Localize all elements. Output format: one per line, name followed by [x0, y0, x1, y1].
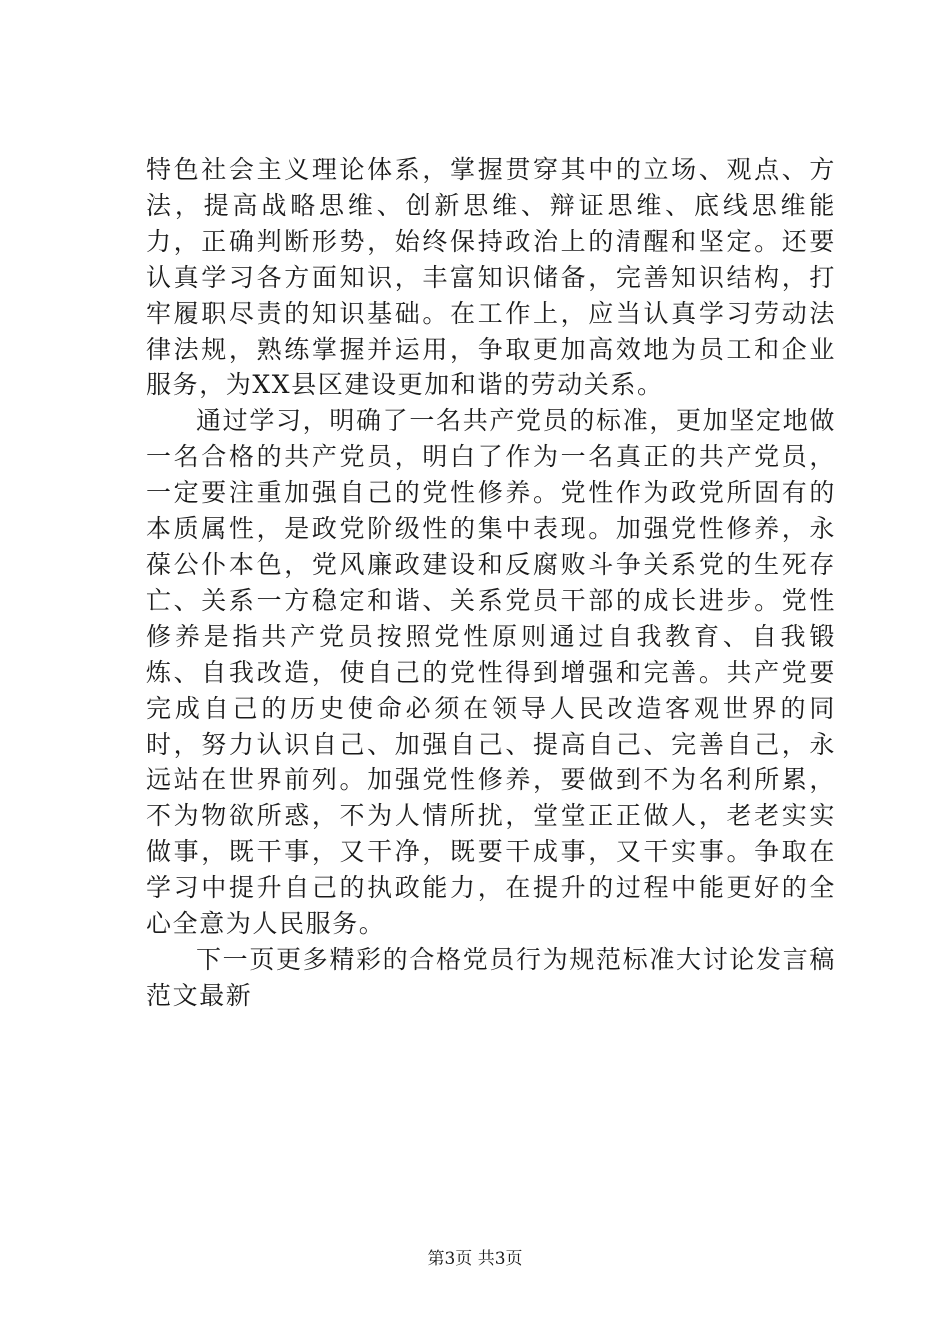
- document-body: [146, 152, 836, 1014]
- paragraph-1: 特色社会主义理论体系，掌握贯穿其中的立场、观点、方法，提高战略思维、创新思维、辩证思维、底线思维能力，正确判断形势，始终保持政治上的清醒和坚定。还要认真学习各方面知识，丰富知识储备，完善知识结构，打牢履职尽责的知识基础。在工作上，应当认真学习劳动法律法规，熟练掌握并运用，争取更加高效地为员工和企业服务，为XX县区建设更加和谐的劳动关系。: [146, 155, 836, 400]
- paragraph-3-next-page-link: 下一页更多精彩的合格党员行为规范标准大讨论发言稿范文最新: [146, 944, 836, 1010]
- paragraph-2: 通过学习，明确了一名共产党员的标准，更加坚定地做一名合格的共产党员，明白了作为一名真正的共产党员，一定要注重加强自己的党性修养。党性作为政党所固有的本质属性，是政党阶级性的集中表现。加强党性修养，永葆公仆本色，党风廉政建设和反腐败斗争关系党的生死存亡、关系一方稳定和谐、关系党员干部的成长进步。党性修养是指共产党员按照党性原则通过自我教育、自我锻炼、自我改造，使自己的党性得到增强和完善。共产党要完成自己的历史使命必须在领导人民改造客观世界的同时，努力认识自己、加强自己、提高自己、完善自己，永远站在世界前列。加强党性修养，要做到不为名利所累，不为物欲所惑，不为人情所扰，堂堂正正做人，老老实实做事，既干事，又干净，既要干成事，又干实事。争取在学习中提升自己的执政能力，在提升的过程中能更好的全心全意为人民服务。: [146, 406, 836, 939]
- page-number-footer: 第3页 共3页: [427, 1249, 523, 1269]
